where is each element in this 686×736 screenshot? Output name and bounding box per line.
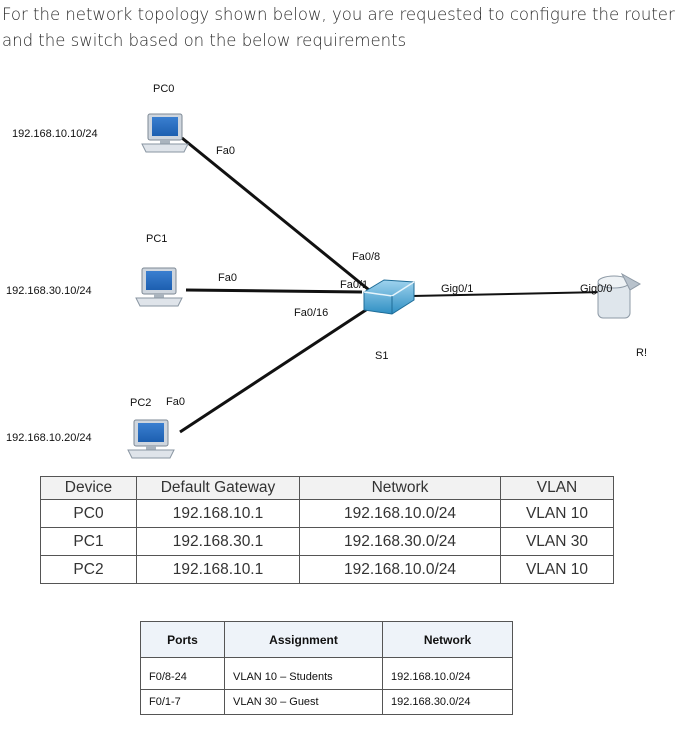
router-icon — [598, 274, 640, 318]
link-pc2-switch — [180, 306, 372, 432]
pc0-name: PC0 — [153, 83, 175, 95]
pc1-port: Fa0 — [218, 272, 237, 284]
table-row — [141, 658, 513, 690]
table-header-row — [41, 477, 614, 500]
switch-port-fa0-16: Fa0/16 — [294, 307, 329, 319]
pc1-name: PC1 — [146, 233, 168, 245]
cell-network: 192.168.10.0/24 — [383, 658, 513, 690]
router-port: Gig0/0 — [580, 283, 613, 295]
router-name: R! — [636, 347, 647, 359]
header-network: Network — [300, 477, 501, 500]
pc2-ip: 192.168.10.20/24 — [6, 432, 92, 444]
cell-ports: F0/8-24 — [141, 658, 225, 690]
cell-network: 192.168.10.0/24 — [300, 556, 501, 584]
cell-assignment: VLAN 10 – Students — [225, 658, 383, 690]
pc0-port: Fa0 — [216, 145, 235, 157]
switch-uplink-port: Gig0/1 — [441, 283, 474, 295]
cell-device: PC1 — [41, 528, 137, 556]
switch-icon — [364, 280, 414, 314]
header-device: Device — [41, 477, 137, 500]
intro-text: For the network topology shown below, you are requested to configure the router and the switch based on the below requirements — [2, 5, 675, 50]
network-topology — [0, 70, 686, 470]
pc1-icon — [136, 268, 182, 306]
table-row — [41, 528, 614, 556]
table-row — [141, 690, 513, 715]
cell-gateway: 192.168.10.1 — [137, 500, 300, 528]
table-row — [41, 556, 614, 584]
link-pc0-switch — [182, 138, 374, 294]
switch-name: S1 — [375, 350, 389, 362]
cell-vlan: VLAN 10 — [501, 500, 614, 528]
cell-network: 192.168.30.0/24 — [383, 690, 513, 715]
header-default-gateway: Default Gateway — [137, 477, 300, 500]
pc2-name: PC2 — [130, 397, 152, 409]
pc2-port: Fa0 — [166, 396, 185, 408]
cell-gateway: 192.168.10.1 — [137, 556, 300, 584]
pc0-icon — [142, 114, 188, 152]
cell-vlan: VLAN 30 — [501, 528, 614, 556]
switch-port-fa0-8: Fa0/8 — [352, 251, 381, 263]
header-vlan: VLAN — [501, 477, 614, 500]
pc0-ip: 192.168.10.10/24 — [12, 128, 98, 140]
cell-gateway: 192.168.30.1 — [137, 528, 300, 556]
switch-port-fa0-1: Fa0/1 — [340, 279, 369, 291]
table-row — [41, 500, 614, 528]
cell-device: PC0 — [41, 500, 137, 528]
header-ports: Ports — [141, 622, 225, 658]
cell-device: PC2 — [41, 556, 137, 584]
cell-network: 192.168.30.0/24 — [300, 528, 501, 556]
table-header-row — [141, 622, 513, 658]
pc1-ip: 192.168.30.10/24 — [6, 285, 92, 297]
ports-table — [140, 621, 513, 715]
header-network: Network — [383, 622, 513, 658]
cell-assignment: VLAN 30 – Guest — [225, 690, 383, 715]
devices-table — [40, 476, 614, 584]
pc2-icon — [128, 420, 174, 458]
cell-vlan: VLAN 10 — [501, 556, 614, 584]
header-assignment: Assignment — [225, 622, 383, 658]
link-pc1-switch — [186, 290, 362, 292]
cell-network: 192.168.10.0/24 — [300, 500, 501, 528]
cell-ports: F0/1-7 — [141, 690, 225, 715]
